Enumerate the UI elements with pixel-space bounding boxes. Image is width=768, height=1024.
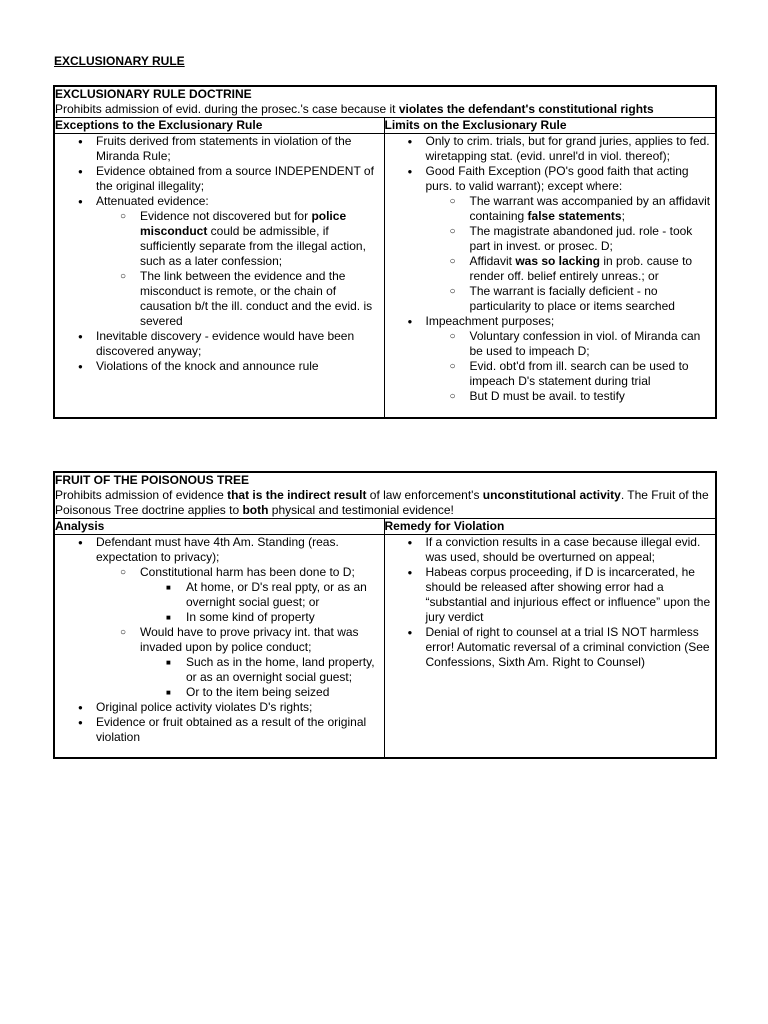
column-header-limits: Limits on the Exclusionary Rule — [384, 118, 716, 134]
list-item: ● Evidence obtained from a source INDEPENDENT of the original illegality; — [50, 164, 384, 194]
list-item: ○ But D must be avail. to testify — [426, 389, 716, 404]
list-item: ● Only to crim. trials, but for grand juries, applies to fed. wiretapping stat. (evid. unrel'd in viol. thereof); — [380, 134, 716, 164]
list-item: ○ Voluntary confession in viol. of Miranda can be used to impeach D; — [426, 329, 716, 359]
list-item: ● Impeachment purposes; ○ Voluntary confession in viol. of Miranda can be used to impeach D; ○ Evid. obt'd from ill. search can be used to impeach D's statement during trial ○ But D must be avail. to testify — [380, 314, 716, 404]
section-2-title: FRUIT OF THE POISONOUS TREE — [55, 473, 250, 487]
section-1-description: Prohibits admission of evid. during the prosec.'s case because it violates the defendant's constitutional rights — [55, 102, 654, 116]
list-item: ● Fruits derived from statements in violation of the Miranda Rule; — [50, 134, 384, 164]
list-item: ■ Such as in the home, land property, or as an overnight social guest; — [140, 655, 384, 685]
list-item: ○ The warrant was accompanied by an affidavit containing false statements; — [426, 194, 716, 224]
analysis-cell — [54, 535, 384, 759]
list-item: ○ Would have to prove privacy int. that was invaded upon by police conduct; ■ Such as in the home, land property, or as an overnight social guest; ■ Or to the item being seized — [96, 625, 384, 700]
list-item: ■ In some kind of property — [140, 610, 384, 625]
list-item: ● Inevitable discovery - evidence would have been discovered anyway; — [50, 329, 384, 359]
column-header-analysis: Analysis — [54, 519, 384, 535]
section-1-title: EXCLUSIONARY RULE DOCTRINE — [55, 87, 252, 101]
column-header-exceptions: Exceptions to the Exclusionary Rule — [54, 118, 384, 134]
list-item: ■ At home, or D's real ppty, or as an overnight social guest; or — [140, 580, 384, 610]
list-item: ○ Affidavit was so lacking in prob. cause to render off. belief entirely unreas.; or — [426, 254, 716, 284]
list-item: ■ Or to the item being seized — [140, 685, 384, 700]
exclusionary-rule-table — [53, 85, 717, 419]
column-header-remedy: Remedy for Violation — [384, 519, 716, 535]
list-item: ○ The link between the evidence and the misconduct is remote, or the chain of causation b/t the ill. conduct and the evid. is severed — [96, 269, 384, 329]
list-item: ● Original police activity violates D's rights; — [50, 700, 384, 715]
list-item: ● Defendant must have 4th Am. Standing (reas. expectation to privacy); ○ Constitutional harm has been done to D; ■ At home, or D's real ppty, or as an overnight social guest; or ■ In some kind of property ○ Would have to prove privacy int. that was invaded upon by police conduct; ■ Such as in the home, land property, or as an overnight social guest; ■ Or to the item being seized — [50, 535, 384, 700]
list-item: ● Denial of right to counsel at a trial IS NOT harmless error! Automatic reversal of a criminal conviction (See Confessions, Sixth Am. Right to Counsel) — [380, 625, 716, 670]
list-item: ● Violations of the knock and announce rule — [50, 359, 384, 374]
list-item: ○ Constitutional harm has been done to D; ■ At home, or D's real ppty, or as an overnight social guest; or ■ In some kind of property — [96, 565, 384, 625]
list-item: ● Attenuated evidence: ○ Evidence not discovered but for police misconduct could be admissible, if sufficiently separate from the illegal action, such as a later confession; ○ The link between the evidence and the misconduct is remote, or the chain of causation b/t the ill. conduct and the evid. is severed — [50, 194, 384, 329]
fruit-poisonous-tree-table — [53, 471, 717, 759]
list-item: ○ The magistrate abandoned jud. role - took part in invest. or prosec. D; — [426, 224, 716, 254]
list-item: ○ Evid. obt'd from ill. search can be used to impeach D's statement during trial — [426, 359, 716, 389]
list-item: ● Good Faith Exception (PO's good faith that acting purs. to valid warrant); except where: ○ The warrant was accompanied by an affidavit containing false statements; ○ The magistrate abandoned jud. role - took part in invest. or prosec. D; ○ Affidavit was so lacking in prob. cause to render off. belief entirely unreas.; or ○ The warrant is facially deficient - no particularity to place or items searched — [380, 164, 716, 314]
list-item: ○ Evidence not discovered but for police misconduct could be admissible, if sufficiently separate from the illegal action, such as a later confession; — [96, 209, 384, 269]
list-item: ● Evidence or fruit obtained as a result of the original violation — [50, 715, 384, 745]
section-2-header — [54, 472, 716, 519]
list-item: ● If a conviction results in a case because illegal evid. was used, should be overturned on appeal; — [380, 535, 716, 565]
exceptions-cell — [54, 134, 384, 419]
limits-cell — [384, 134, 716, 419]
list-item: ● Habeas corpus proceeding, if D is incarcerated, he should be released after showing error had a “substantial and injurious effect or influence” upon the jury verdict — [380, 565, 716, 625]
remedy-cell — [384, 535, 716, 759]
list-item: ○ The warrant is facially deficient - no particularity to place or items searched — [426, 284, 716, 314]
page-title: EXCLUSIONARY RULE — [54, 54, 185, 68]
section-2-description: Prohibits admission of evidence that is the indirect result of law enforcement's unconstitutional activity. The Fruit of the Poisonous Tree doctrine applies to both physical and testimonial evidence! — [55, 488, 709, 517]
section-1-header — [54, 86, 716, 118]
